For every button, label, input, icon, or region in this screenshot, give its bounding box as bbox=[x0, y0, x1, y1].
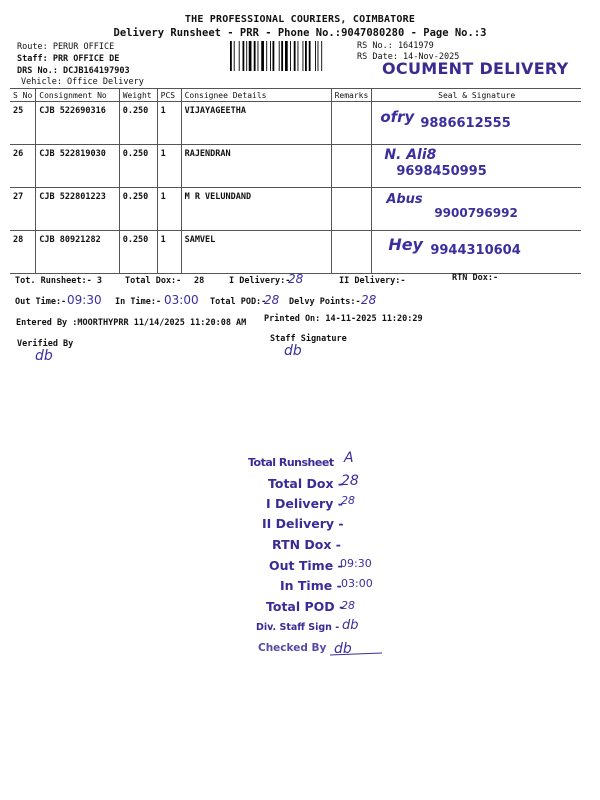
weight: 0.250 bbox=[119, 188, 157, 231]
pieces: 1 bbox=[157, 188, 181, 231]
total-pod-label: Total POD:- bbox=[210, 297, 267, 307]
verified-by-label: Verified By bbox=[17, 339, 74, 349]
total-pod-handwritten: 28 bbox=[264, 293, 280, 307]
entered-by: Entered By :MOORTHYPRR 11/14/2025 11:20:08 AM bbox=[16, 318, 247, 328]
handwritten-phone: 9900796992 bbox=[434, 206, 518, 220]
barcode-bar bbox=[279, 41, 280, 71]
barcode-bar bbox=[298, 41, 299, 71]
route-label: Route: PERUR OFFICE bbox=[17, 42, 115, 52]
stamp-total-runsheet: Total Runsheet bbox=[248, 456, 334, 469]
barcode-bar bbox=[246, 41, 247, 71]
table-header-row bbox=[10, 89, 581, 102]
consignee-name: RAJENDRAN bbox=[181, 145, 331, 188]
out-time-handwritten: 09:30 bbox=[67, 293, 102, 307]
i-delivery-handwritten: 28 bbox=[288, 272, 304, 286]
handwritten-signature: Hey bbox=[388, 235, 423, 254]
in-time-label: In Time:- bbox=[115, 297, 162, 307]
barcode-bar bbox=[281, 41, 283, 71]
remarks bbox=[331, 188, 372, 231]
delvy-points-handwritten: 28 bbox=[361, 293, 377, 307]
i-delivery-label: I Delivery:- bbox=[229, 276, 291, 286]
drs-number: DRS No.: DCJB164197903 bbox=[17, 66, 130, 76]
weight: 0.250 bbox=[119, 145, 157, 188]
stamp-ii-delivery: II Delivery - bbox=[262, 516, 344, 531]
rs-number: RS No.: 1641979 bbox=[357, 41, 434, 51]
stamp-div-staff-initials: db bbox=[342, 618, 359, 633]
runsheet-table bbox=[10, 88, 581, 274]
table-row bbox=[10, 188, 581, 231]
runsheet-heading: Delivery Runsheet - PRR - Phone No.:9047080280 - Page No.:3 bbox=[113, 27, 487, 39]
out-time-label: Out Time:- bbox=[15, 297, 67, 307]
barcode-bar bbox=[249, 41, 252, 71]
pieces: 1 bbox=[157, 231, 181, 274]
handwritten-signature: Abus bbox=[386, 192, 423, 207]
stamp-in-time: In Time - bbox=[280, 578, 342, 593]
stamp-checked-by-initials: db bbox=[334, 641, 352, 657]
stamp-out-time-handwritten: 09:30 bbox=[340, 557, 372, 570]
total-dox-label: Total Dox:- bbox=[125, 276, 182, 286]
table-row bbox=[10, 231, 581, 274]
serial-number: 27 bbox=[10, 188, 36, 231]
signature-cell bbox=[372, 231, 581, 274]
document-delivery-stamp: OCUMENT DELIVERY bbox=[382, 59, 569, 78]
handwritten-phone: 9886612555 bbox=[420, 116, 511, 131]
rs-date: RS Date: 14-Nov-2025 bbox=[357, 52, 460, 62]
tot-runsheet: Tot. Runsheet:- 3 bbox=[15, 276, 102, 286]
barcode-bar bbox=[258, 41, 259, 71]
consignment-number: CJB 522801223 bbox=[36, 188, 119, 231]
barcode-bar bbox=[309, 41, 311, 71]
barcode-bar bbox=[321, 41, 322, 71]
total-dox-value: 28 bbox=[194, 276, 205, 286]
stamp-i-delivery-handwritten: 28 bbox=[341, 494, 355, 507]
consignee-name: VIJAYAGEETHA bbox=[181, 102, 331, 145]
verified-by-initials: db bbox=[35, 348, 53, 364]
staff-label: Staff: PRR OFFICE DE bbox=[17, 54, 120, 64]
delvy-points-label: Delvy Points:- bbox=[289, 297, 361, 307]
vehicle-label: Vehicle: Office Delivery bbox=[21, 77, 144, 87]
barcode-bar bbox=[303, 41, 304, 71]
barcode-bar bbox=[294, 41, 296, 71]
col-header: Consignee Details bbox=[181, 89, 331, 102]
stamp-total-runsheet-handwritten: A bbox=[344, 450, 354, 466]
barcode-bar bbox=[273, 41, 275, 71]
signature-cell bbox=[372, 145, 581, 188]
remarks bbox=[331, 102, 372, 145]
barcode-bar bbox=[270, 41, 271, 71]
handwritten-phone: 9944310604 bbox=[430, 243, 521, 258]
remarks bbox=[331, 231, 372, 274]
weight: 0.250 bbox=[119, 231, 157, 274]
pieces: 1 bbox=[157, 102, 181, 145]
printed-on: Printed On: 14-11-2025 11:20:29 bbox=[264, 314, 423, 324]
table-row bbox=[10, 102, 581, 145]
company-title: THE PROFESSIONAL COURIERS, COIMBATORE bbox=[184, 14, 416, 25]
consignee-name: SAMVEL bbox=[181, 231, 331, 274]
stamp-i-delivery: I Delivery - bbox=[266, 496, 343, 511]
ii-delivery-label: II Delivery:- bbox=[339, 276, 406, 286]
stamp-total-dox-handwritten: 28 bbox=[341, 473, 359, 489]
col-header: Seal & Signature bbox=[372, 89, 581, 102]
barcode-bar bbox=[266, 41, 267, 71]
stamp-total-dox: Total Dox - bbox=[268, 476, 344, 491]
barcode-bar bbox=[305, 41, 307, 71]
col-header: S No bbox=[10, 89, 36, 102]
barcode-bar bbox=[234, 41, 235, 71]
in-time-handwritten: 03:00 bbox=[164, 293, 199, 307]
barcode-bar bbox=[239, 41, 240, 71]
stamp-out-time: Out Time - bbox=[269, 558, 343, 573]
stamp-in-time-handwritten: 03:00 bbox=[341, 577, 373, 590]
barcode-bar bbox=[290, 41, 291, 71]
col-header: Consignment No bbox=[36, 89, 119, 102]
staff-signature-label: Staff Signature bbox=[270, 334, 347, 344]
col-header: PCS bbox=[157, 89, 181, 102]
table-row bbox=[10, 145, 581, 188]
handwritten-phone: 9698450995 bbox=[396, 164, 487, 179]
serial-number: 28 bbox=[10, 231, 36, 274]
col-header: Remarks bbox=[331, 89, 372, 102]
barcode-bar bbox=[285, 41, 288, 71]
barcode-bar bbox=[243, 41, 245, 71]
serial-number: 25 bbox=[10, 102, 36, 145]
checked-by-underline bbox=[328, 650, 384, 658]
handwritten-signature: ofry bbox=[380, 108, 415, 126]
consignment-number: CJB 522819030 bbox=[36, 145, 119, 188]
stamp-total-pod-handwritten: 28 bbox=[341, 599, 355, 612]
pieces: 1 bbox=[157, 145, 181, 188]
stamp-div-staff-sign: Div. Staff Sign - bbox=[256, 622, 340, 633]
consignee-name: M R VELUNDAND bbox=[181, 188, 331, 231]
signature-cell bbox=[372, 102, 581, 145]
serial-number: 26 bbox=[10, 145, 36, 188]
barcode-bar bbox=[318, 41, 319, 71]
stamp-rtn-dox: RTN Dox - bbox=[272, 537, 341, 552]
barcode-bar bbox=[261, 41, 264, 71]
rtn-dox-label: RTN Dox:- bbox=[452, 273, 499, 283]
consignment-number: CJB 80921282 bbox=[36, 231, 119, 274]
staff-signature-initials: db bbox=[284, 343, 302, 359]
barcode-bar bbox=[315, 41, 316, 71]
col-header: Weight bbox=[119, 89, 157, 102]
barcode bbox=[229, 41, 353, 71]
remarks bbox=[331, 145, 372, 188]
stamp-checked-by: Checked By bbox=[258, 642, 327, 654]
signature-cell bbox=[372, 188, 581, 231]
weight: 0.250 bbox=[119, 102, 157, 145]
stamp-total-pod: Total POD - bbox=[266, 599, 345, 614]
barcode-bar bbox=[230, 41, 232, 71]
handwritten-signature: N. Ali8 bbox=[384, 147, 437, 163]
consignment-number: CJB 522690316 bbox=[36, 102, 119, 145]
barcode-bar bbox=[254, 41, 256, 71]
